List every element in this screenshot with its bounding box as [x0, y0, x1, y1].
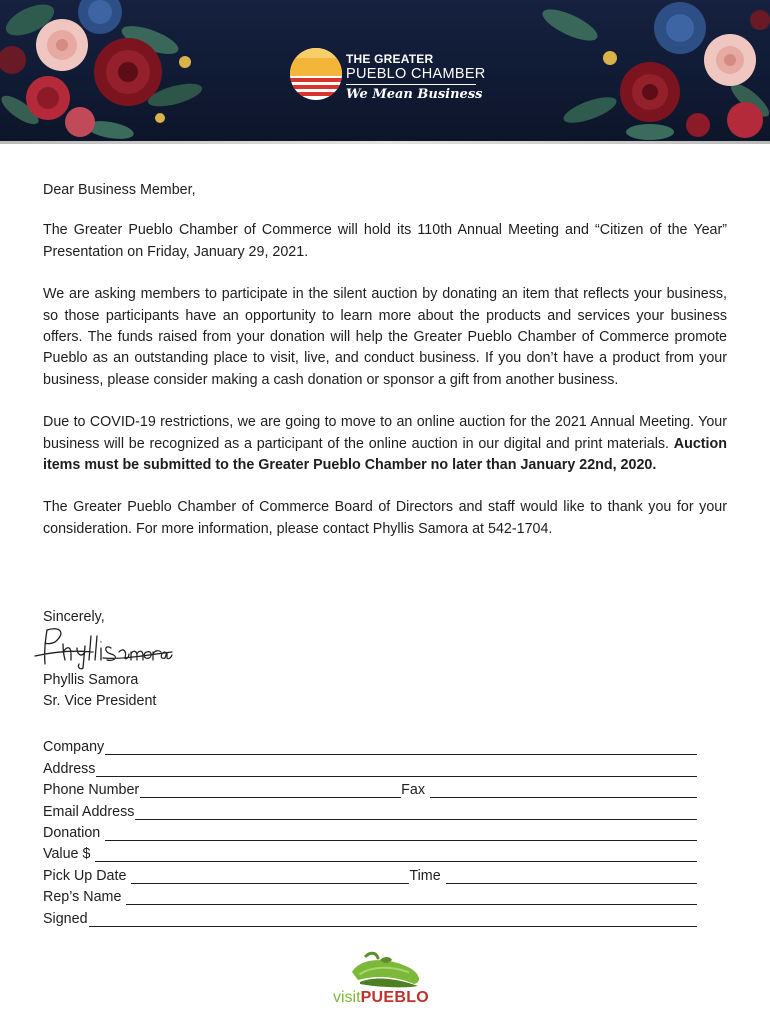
form-row-email — [43, 798, 697, 819]
signed-label: Signed — [43, 910, 88, 927]
company-label: Company — [43, 739, 105, 756]
header-banner — [0, 0, 770, 141]
floral-decoration-right — [530, 0, 770, 141]
logo-line-2: PUEBLO CHAMBER — [346, 66, 486, 82]
form-row-pickup-time — [43, 862, 697, 883]
time-field[interactable] — [446, 867, 697, 884]
phone-field[interactable] — [140, 781, 401, 798]
pickup-date-field[interactable] — [131, 867, 409, 884]
logo-line-1: THE GREATER — [346, 52, 434, 66]
pickup-date-label: Pick Up Date — [43, 867, 131, 884]
closing: Sincerely, — [43, 609, 105, 625]
floral-decoration-left — [0, 0, 250, 141]
form-row-phone-fax — [43, 777, 697, 798]
visit-pueblo-wordmark — [333, 989, 429, 1007]
value-field[interactable] — [95, 845, 697, 862]
sun-emblem-icon — [288, 46, 344, 102]
visit-pueblo-logo — [330, 950, 440, 1012]
letter-body — [43, 180, 727, 561]
salutation: Dear Business Member, — [43, 182, 196, 198]
chamber-logo — [288, 44, 488, 104]
wordmark-pueblo: PUEBLO — [360, 989, 430, 1006]
banner-divider — [0, 141, 770, 144]
form-row-address — [43, 755, 697, 776]
time-label: Time — [409, 867, 445, 884]
phone-label: Phone Number — [43, 782, 140, 799]
value-label: Value $ — [43, 846, 95, 863]
logo-divider — [346, 84, 476, 85]
form-row-signed — [43, 905, 697, 926]
donation-label: Donation — [43, 824, 105, 841]
paragraph-silent-auction: We are asking members to participate in the silent auction by donating an item that reflects your business, so those participants have an opportunity to learn more about the products and services your business offers. The funds raised from your donation will help the Greater Pueblo Chamber of Commerce promote Pueblo as an outstanding place to visit, live, and conduct business. If you don’t have a product from your business, please consider making a cash donation or sponsor a gift from another business. — [43, 286, 727, 388]
address-label: Address — [43, 760, 96, 777]
company-field[interactable] — [105, 738, 697, 755]
paragraph-annual-meeting: The Greater Pueblo Chamber of Commerce will hold its 110th Annual Meeting and “Citizen of the Year” Presentation on Friday, January 29, 2021. — [43, 222, 727, 260]
address-field[interactable] — [96, 760, 697, 777]
handwritten-signature — [33, 622, 173, 670]
logo-tagline: We Mean Business — [346, 87, 483, 102]
signer-title: Sr. Vice President — [43, 693, 157, 710]
chile-pepper-icon — [330, 950, 440, 990]
email-label: Email Address — [43, 803, 135, 820]
paragraph-thanks: The Greater Pueblo Chamber of Commerce Board of Directors and staff would like to thank you for your consideration. For more information, please contact Phyllis Samora at 542-1704. — [43, 499, 727, 537]
form-row-donation — [43, 820, 697, 841]
wordmark-visit: visit — [333, 989, 361, 1006]
form-row-company — [43, 734, 697, 755]
signed-field[interactable] — [89, 910, 697, 927]
fax-field[interactable] — [430, 781, 697, 798]
form-row-value — [43, 841, 697, 862]
fax-label: Fax — [401, 782, 429, 799]
paragraph-covid — [43, 412, 727, 476]
deadline-notice: Auction items must be submitted to the Greater Pueblo Chamber no later than January 22nd, 2020. — [43, 435, 727, 474]
donation-form — [43, 734, 697, 927]
rep-name-field[interactable] — [126, 888, 697, 905]
signer-name: Phyllis Samora — [43, 672, 139, 688]
donation-field[interactable] — [105, 824, 697, 841]
covid-text: Due to COVID-19 restrictions, we are going to move to an online auction for the 2021 Annual Meeting. Your business will be recognized as a participant of the online auction in our digital and print materials. — [43, 414, 727, 452]
form-row-rep-name — [43, 884, 697, 905]
email-field[interactable] — [135, 803, 697, 820]
rep-name-label: Rep’s Name — [43, 889, 126, 906]
signer-info — [43, 670, 156, 713]
